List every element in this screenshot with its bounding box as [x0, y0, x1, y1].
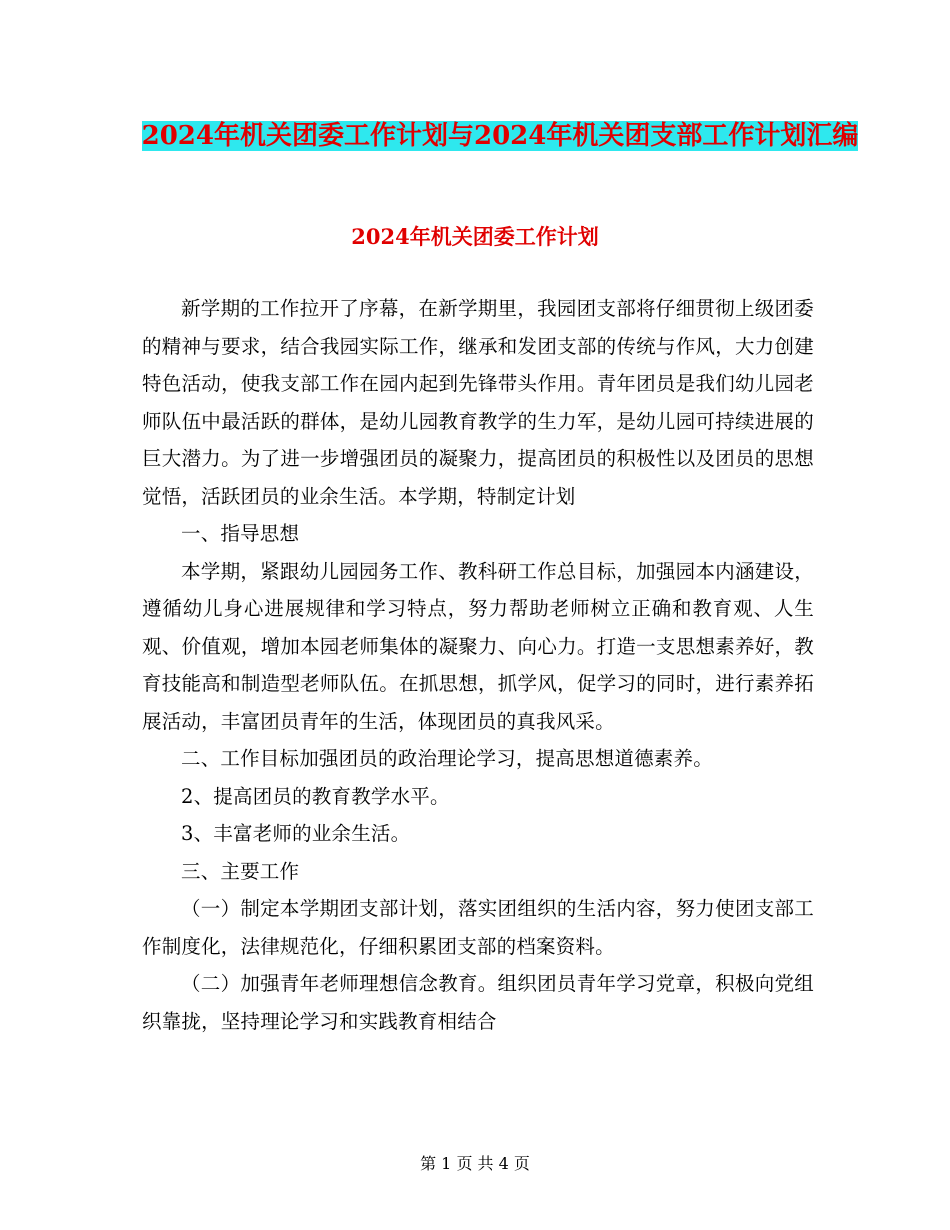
heading-guiding-ideology: 一、指导思想	[181, 522, 300, 545]
section-title: 2024年机关团委工作计划	[351, 224, 599, 249]
list-item-goal-3: 3、丰富老师的业余生活。	[181, 822, 411, 845]
document-title-text: 2024年机关团委工作计划与2024年机关团支部工作计划汇编	[141, 121, 859, 151]
paragraph-main-work-2: （二）加强青年老师理想信念教育。组织团员青年学习党章，积极向党组织靠拢，坚持理论学习和实践教育相结合	[142, 972, 814, 1033]
document-body	[142, 290, 814, 1040]
paragraph-intro: 新学期的工作拉开了序幕，在新学期里，我园团支部将仔细贯彻上级团委的精神与要求，结合我园实际工作，继承和发团支部的传统与作风，大力创建特色活动，使我支部工作在园内起到先锋带头作用。青年团员是我们幼儿园老师队伍中最活跃的群体，是幼儿园教育教学的生力军，是幼儿园可持续进展的巨大潜力。为了进一步增强团员的凝聚力，提高团员的积极性以及团员的思想觉悟，活跃团员的业余生活。本学期，特制定计划	[142, 297, 814, 508]
document-title	[120, 112, 880, 160]
paragraph-main-work-1: （一）制定本学期团支部计划，落实团组织的生活内容，努力使团支部工作制度化，法律规范化，仔细积累团支部的档案资料。	[142, 897, 814, 958]
heading-work-goals: 二、工作目标加强团员的政治理论学习，提高思想道德素养。	[181, 747, 713, 770]
heading-main-work: 三、主要工作	[181, 859, 300, 883]
page-footer: 第 1 页 共 4 页	[420, 1154, 530, 1173]
paragraph-guiding-ideology: 本学期，紧跟幼儿园园务工作、教科研工作总目标，加强园本内涵建设，遵循幼儿身心进展规律和学习特点，努力帮助老师树立正确和教育观、人生观、价值观，增加本园老师集体的凝聚力、向心力。打造一支思想素养好，教育技能高和制造型老师队伍。在抓思想，抓学风，促学习的同时，进行素养拓展活动，丰富团员青年的生活，体现团员的真我风采。	[142, 559, 814, 733]
list-item-goal-2: 2、提高团员的教育教学水平。	[181, 784, 450, 808]
